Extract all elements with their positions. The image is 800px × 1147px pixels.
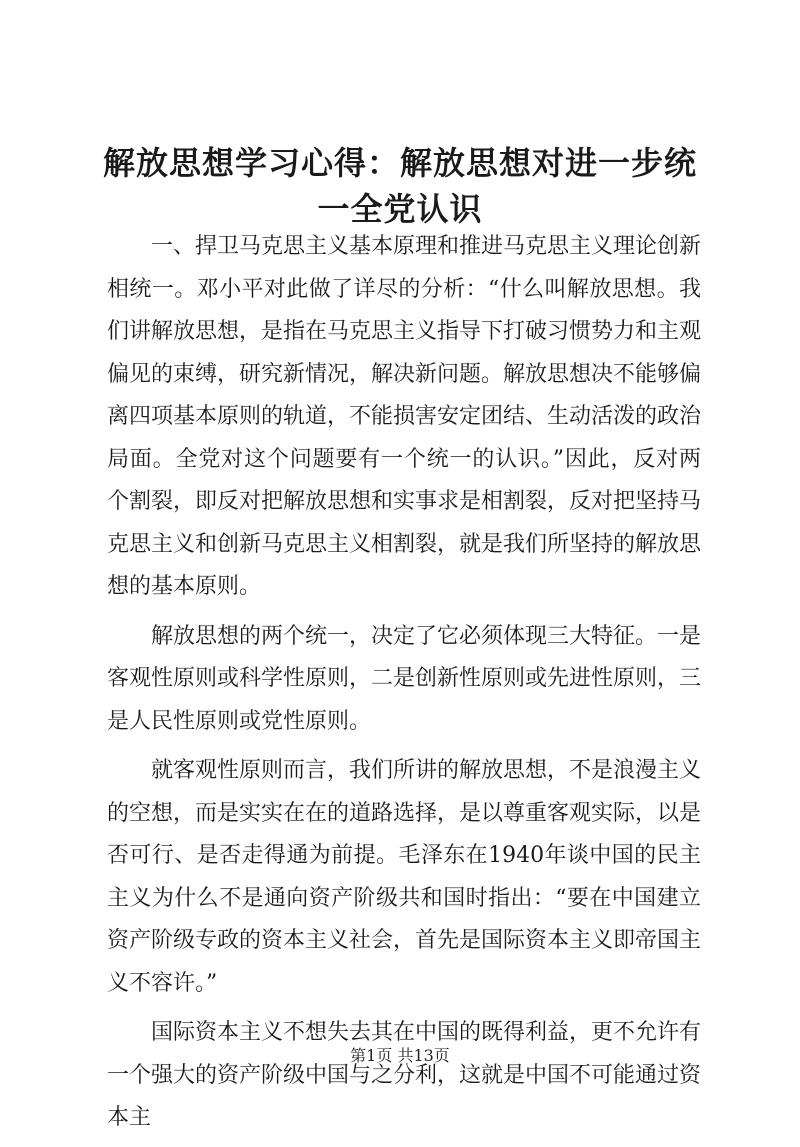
paragraph-3: 就客观性原则而言，我们所讲的解放思想，不是浪漫主义的空想，而是实实在在的道路选择，是以尊重客观实际，以是否可行、是否走得通为前提。毛泽东在1940年谈中国的民主主义为什么不是通向资产阶级共和国时指出：“要在中国建立资产阶级专政的资本主义社会，首先是国际资本主义即帝国主义不容许。” bbox=[107, 758, 702, 996]
paragraph-1: 一、捍卫马克思主义基本原理和推进马克思主义理论创新相统一。邓小平对此做了详尽的分析：“什么叫解放思想。我们讲解放思想，是指在马克思主义指导下打破习惯势力和主观偏见的束缚，研究新情况，解决新问题。解放思想决不能够偏离四项基本原则的轨道，不能损害安定团结、生动活泼的政治局面。全党对这个问题要有一个统一的认识。”因此，反对两个割裂，即反对把解放思想和实事求是相割裂，反对把坚持马克思主义和创新马克思主义相割裂，就是我们所坚持的解放思想的基本原则。 bbox=[107, 234, 702, 599]
document-body bbox=[107, 226, 701, 1147]
paragraph-4: 国际资本主义不想失去其在中国的既得利益，更不允许有一个强大的资产阶级中国与之分利，这就是中国不可能通过资本主 bbox=[107, 1020, 702, 1130]
document-title: 解放思想学习心得：解放思想对进一步统一全党认识 bbox=[102, 144, 697, 228]
page-number-footer: 第1页 共13页 bbox=[350, 1046, 450, 1065]
paragraph-2: 解放思想的两个统一，决定了它必须体现三大特征。一是客观性原则或科学性原则，二是创新性原则或先进性原则，三是人民性原则或党性原则。 bbox=[107, 623, 702, 734]
